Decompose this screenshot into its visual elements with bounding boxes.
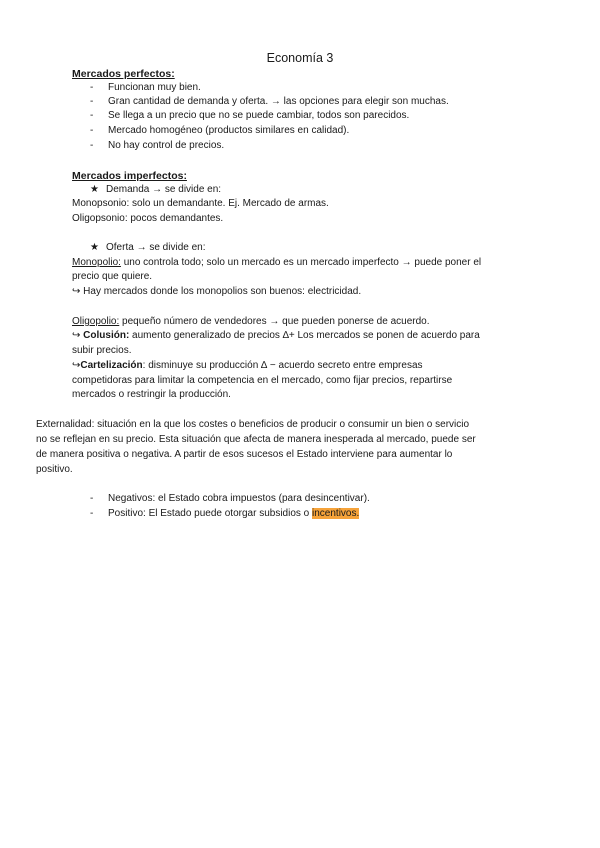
star-item-text: Demanda → se divide en: <box>106 184 222 195</box>
monopoly-line-2: precio que quiere. <box>72 271 153 282</box>
externality-line: Externalidad: situación en la que los costes o beneficios de producir o consumir un bien o servicio <box>36 419 470 430</box>
list-item <box>90 109 409 123</box>
dash-bullet: - <box>90 125 94 136</box>
star-item-text: Oferta → se divide en: <box>106 242 206 253</box>
monopoly-term: Monopolio: <box>72 257 121 268</box>
list-item-text: Funcionan muy bien. <box>108 82 201 93</box>
dash-bullet: - <box>90 110 94 121</box>
oligopoly-text: pequeño número de vendedores → que pueden ponerse de acuerdo. <box>119 316 430 327</box>
monopoly-line <box>72 256 481 270</box>
dash-bullet: - <box>90 82 94 93</box>
star-item-demand <box>90 183 221 197</box>
list-item-text: Negativos: el Estado cobra impuestos (para desincentivar). <box>108 493 370 504</box>
externality-line: de manera positiva o negativa. A partir de esos sucesos el Estado interviene para aumentar lo <box>36 449 453 460</box>
collusion-term: Colusión: <box>83 330 130 341</box>
collusion-text: aumento generalizado de precios ∆+ Los mercados se ponen de acuerdo para <box>129 330 480 341</box>
cartel-term: Cartelización <box>80 360 143 371</box>
oligopoly-line <box>72 315 430 329</box>
list-item <box>90 139 224 153</box>
monopoly-text: uno controla todo; solo un mercado es un mercado imperfecto → puede poner el <box>120 257 482 268</box>
heading-perfect-markets: Mercados perfectos: <box>72 68 175 80</box>
highlighted-text: incentivos. <box>312 508 360 519</box>
collusion-line <box>72 329 480 343</box>
arrow-icon: ↪ <box>72 330 84 341</box>
star-item-supply <box>90 241 206 255</box>
dash-bullet: - <box>90 96 94 107</box>
list-item <box>90 124 349 138</box>
oligopoly-term: Oligopolio: <box>72 316 120 327</box>
collusion-line-2: subir precios. <box>72 345 132 356</box>
cartel-line-2: competidoras para limitar la competencia en el mercado, como fijar precios, repartirse <box>72 375 453 386</box>
arrow-icon: ↪ <box>72 360 81 371</box>
list-item-text: No hay control de precios. <box>108 140 225 151</box>
heading-imperfect-markets: Mercados imperfectos: <box>72 170 187 182</box>
cartel-line-3: mercados o restringir la producción. <box>72 389 231 400</box>
list-item-negative <box>90 492 370 506</box>
monopoly-note: ↪ Hay mercados donde los monopolios son buenos: electricidad. <box>72 286 362 297</box>
list-item <box>90 95 449 109</box>
cartel-text: : disminuye su producción ∆ − acuerdo secreto entre empresas <box>142 360 423 371</box>
page-title: Economía 3 <box>266 51 334 65</box>
externality-line: positivo. <box>36 464 73 475</box>
star-icon: ★ <box>90 242 99 253</box>
externality-line: no se reflejan en su precio. Esta situación que afecta de manera inesperada al mercado, puede ser <box>36 434 476 445</box>
list-item-text: Mercado homogéneo (productos similares en calidad). <box>108 125 350 136</box>
dash-bullet: - <box>90 140 94 151</box>
list-item-text: Gran cantidad de demanda y oferta. → las opciones para elegir son muchas. <box>108 96 449 107</box>
star-icon: ★ <box>90 184 99 195</box>
dash-bullet: - <box>90 493 94 504</box>
oligopsony-line: Oligopsonio: pocos demandantes. <box>72 213 224 224</box>
monopsony-line: Monopsonio: solo un demandante. Ej. Mercado de armas. <box>72 198 329 209</box>
list-item-positive <box>90 507 359 521</box>
cartel-line <box>72 359 423 373</box>
list-item-text: Positivo: El Estado puede otorgar subsidios o <box>108 508 313 519</box>
dash-bullet: - <box>90 508 94 519</box>
list-item <box>90 81 201 95</box>
list-item-text: Se llega a un precio que no se puede cambiar, todos son parecidos. <box>108 110 410 121</box>
